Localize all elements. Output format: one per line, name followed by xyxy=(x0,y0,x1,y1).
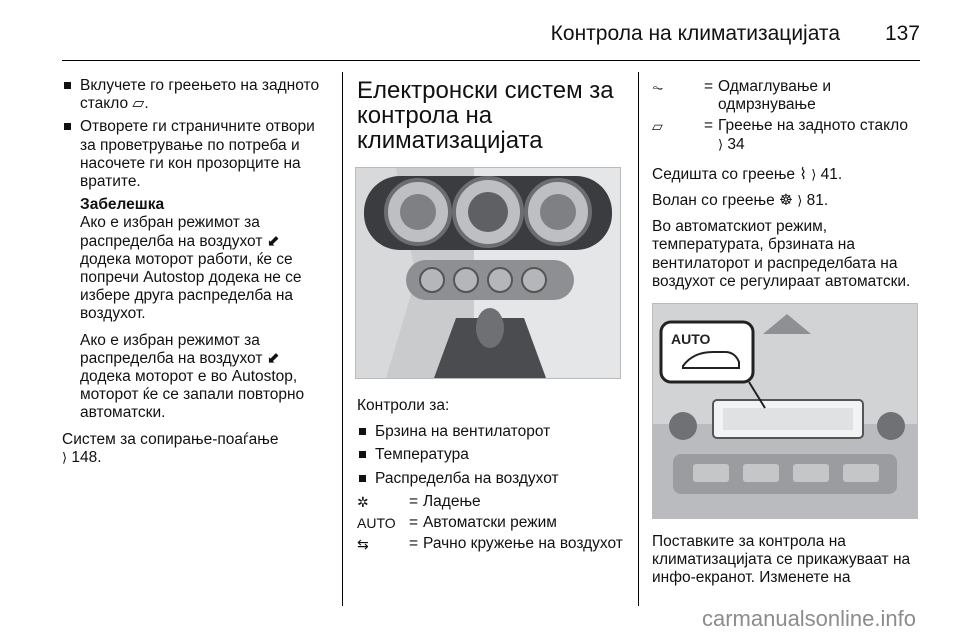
controls-intro: Контроли за: xyxy=(357,397,450,414)
legend-text: Рачно кружење на воздухот xyxy=(423,535,623,553)
legend-text: Греење на задното стакло xyxy=(718,117,908,135)
page-link[interactable]: 148. xyxy=(71,448,102,466)
legend-row-rear-heating: ⏥ = Греење на задното стакло ⟩ 34 xyxy=(652,117,908,153)
list-item: Брзина на вентилаторот xyxy=(357,423,627,441)
list-item: Температура xyxy=(357,446,627,464)
section-title: Електронски систем за контрола на климатизацијата xyxy=(357,77,614,154)
page-link[interactable]: 34 xyxy=(727,135,745,153)
bottom-paragraph: Поставките за контрола на климатизацијата се прикажуваат на инфо-екранот. Изменете на xyxy=(652,533,911,587)
ref-arrow-icon: ⟩ xyxy=(62,449,68,465)
recirculation-icon: ⇆ xyxy=(357,536,369,553)
list-item: Отворете ги страничните отвори за проветрување по потреба и насочете ги кон прозорците на вратите. xyxy=(62,118,332,191)
legend-text: Одмаглување и одмрзнување xyxy=(718,78,832,114)
snowflake-icon: ✲ xyxy=(357,493,369,510)
climate-control-photo xyxy=(355,167,621,379)
legend-text: Автоматски режим xyxy=(423,514,557,532)
auto-mode-paragraph: Во автоматскиот режим, температурата, брзината на вентилаторот и распределбата на воздухот се регулираат автоматски. xyxy=(652,218,911,290)
column-1 xyxy=(62,77,332,475)
system-reference xyxy=(62,431,332,467)
system-text: Систем за сопирање-поаѓање xyxy=(62,430,279,448)
legend-row-defrost: ⏦ = Одмаглување и одмрзнување xyxy=(652,78,924,114)
note-paragraph: Ако е избран режимот за распределба на воздухот ⬋ додека моторот работи, ќе се попречи Autostop додека не се избере друга распределба на воздухот. xyxy=(80,214,302,323)
wheel-reference xyxy=(652,192,924,210)
list-item: Распределба на воздухот xyxy=(357,470,627,488)
legend-row-cooling: ✲ = Ладење xyxy=(357,493,627,511)
info-display-photo xyxy=(652,303,918,519)
watermark: carmanualsonline.info xyxy=(701,606,916,631)
legend-text: Ладење xyxy=(423,492,481,510)
wheel-text: Волан со греење ☸ xyxy=(652,192,793,210)
note-box xyxy=(80,196,332,422)
page-header xyxy=(0,0,960,60)
ref-arrow-icon: ⟩ xyxy=(718,136,724,152)
legend-row-auto: AUTO = Автоматски режим xyxy=(357,514,627,532)
seats-text: Седишта со греење ⌇ xyxy=(652,165,807,183)
info-display-illustration xyxy=(653,304,917,518)
auto-label: AUTO xyxy=(671,331,711,348)
column-3 xyxy=(652,78,924,596)
page-title: Контрола на климатизацијата xyxy=(550,22,840,45)
header-rule xyxy=(62,60,920,61)
page-link[interactable]: 41. xyxy=(820,165,843,183)
list-item: Вклучете го греењето на задното стакло ⏥. xyxy=(62,77,332,113)
rear-window-heating-icon: ⏥ xyxy=(652,118,663,135)
note-paragraph: Ако е избран режимот за распределба на воздухот ⬋ додека моторот е во Autostop, моторот ќе се запали повторно автоматски. xyxy=(80,331,305,422)
page-number: 137 xyxy=(884,22,920,45)
note-heading: Забелешка xyxy=(80,196,165,214)
defrost-icon: ⏦ xyxy=(652,79,664,95)
ref-arrow-icon: ⟩ xyxy=(797,193,803,209)
climate-control-panel-illustration xyxy=(356,168,620,378)
column-divider-2 xyxy=(638,72,639,606)
page-link[interactable]: 81. xyxy=(806,192,829,210)
auto-icon: AUTO xyxy=(357,515,396,532)
ref-arrow-icon: ⟩ xyxy=(811,166,817,182)
legend-row-recirculation: ⇆ = Рачно кружење на воздухот xyxy=(357,535,627,553)
seats-reference xyxy=(652,166,924,184)
column-divider-1 xyxy=(342,72,343,606)
column-2 xyxy=(357,78,627,556)
